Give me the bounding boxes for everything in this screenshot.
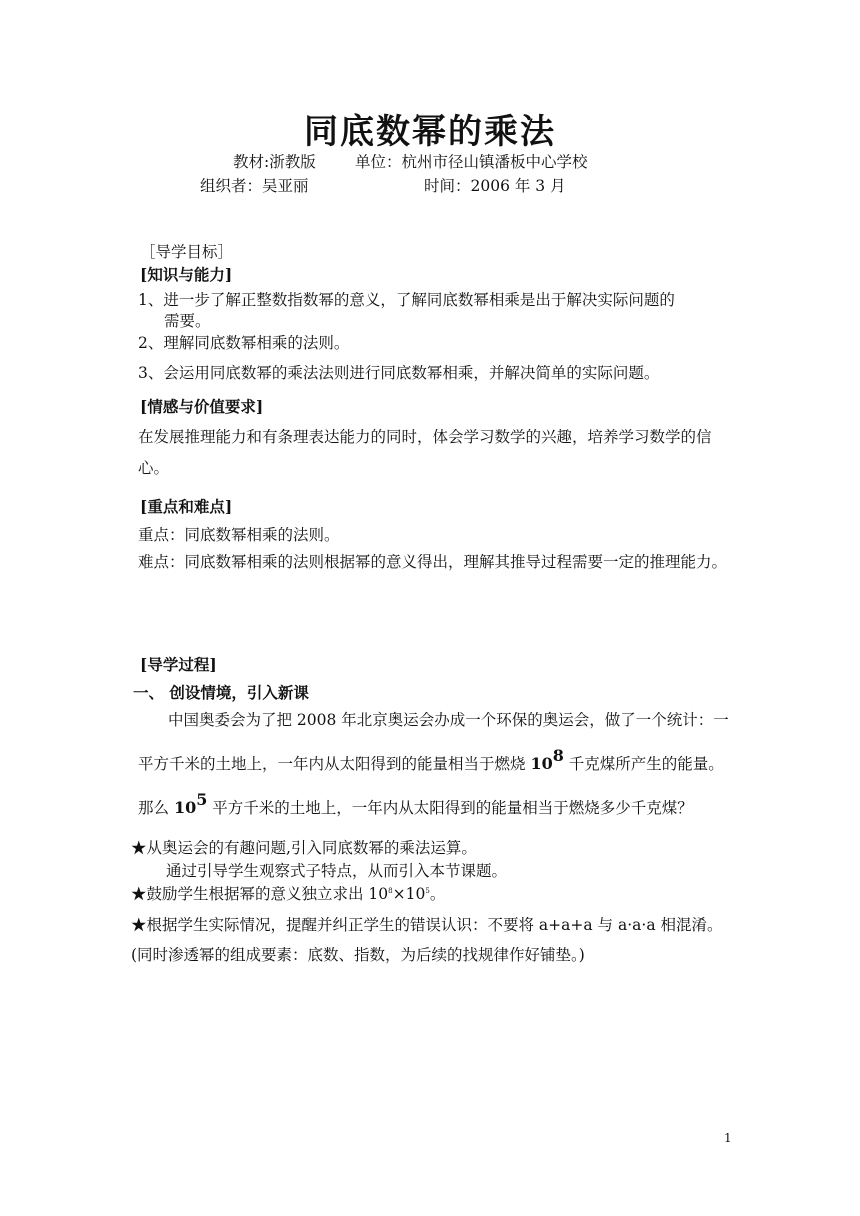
page-number: 1 — [724, 1131, 732, 1145]
meta-textbook: 教材:浙教版 — [233, 153, 316, 171]
intro-text-a: 中国奥委会为了把 2008 年北京奥运会办成一个环保的奥运会，做了一个统计：一平方千米的土地上，一年内从太阳得到的能量相当于燃烧 — [138, 711, 729, 773]
emotion-text: 在发展推理能力和有条理表达能力的同时，体会学习数学的兴趣，培养学习数学的信心。 — [138, 428, 712, 477]
star-item-3: ★根据学生实际情况，提醒并纠正学生的错误认识：不要将 a+a+a 与 a·a·a 相混淆。(同时渗透幂的组成要素：底数、指数，为后续的找规律作好铺垫。) — [131, 916, 723, 964]
goal-item-1: 1、进一步了解正整数指数幂的意义，了解同底数幂相乘是出于解决实际问题的 — [138, 291, 675, 309]
meta-time: 时间：2006 年 3 月 — [424, 177, 566, 195]
power-base-2: 10 — [173, 798, 197, 817]
star-2-end: 。 — [429, 885, 446, 903]
goal-item-1-cont: 需要。 — [164, 312, 211, 330]
star-item-1-sub: 通过引导学生观察式子特点，从而引入本节课题。 — [166, 862, 508, 880]
key-heading: [重点和难点] — [140, 497, 233, 516]
key-point: 重点：同底数幂相乘的法则。 — [138, 526, 340, 544]
power-exponent-2: 5 — [196, 790, 208, 809]
star-2-exponent-2: 5 — [425, 887, 430, 895]
power-exponent-1: 8 — [552, 746, 564, 765]
goal-item-3: 3、会运用同底数幂的乘法法则进行同底数幂相乘，并解决简单的实际问题。 — [138, 364, 660, 382]
knowledge-heading: [知识与能力] — [140, 265, 233, 284]
star-item-2 — [131, 882, 445, 904]
goal-item-2: 2、理解同底数幂相乘的法则。 — [138, 334, 350, 352]
star-2-text: ★鼓励学生根据幂的意义独立求出 10 — [131, 885, 389, 903]
emotion-heading: [情感与价值要求] — [140, 397, 264, 416]
meta-unit: 单位：杭州市径山镇潘板中心学校 — [355, 153, 588, 171]
power-base-1: 10 — [530, 754, 553, 773]
document-title: 同底数幂的乘法 — [304, 112, 556, 152]
goals-heading: ［导学目标］ — [140, 243, 234, 261]
difficulty-text: 难点：同底数幂相乘的法则根据幂的意义得出，理解其推导过程需要一定的推理能力。 — [138, 553, 728, 571]
intro-text-c: 平方千米的土地上，一年内从太阳得到的能量相当于燃烧多少千克煤？ — [207, 799, 693, 817]
star-2-times: ×10 — [392, 885, 426, 903]
process-heading: [导学过程] — [140, 655, 217, 674]
star-item-1: ★从奥运会的有趣问题,引入同底数幂的乘法运算。 — [131, 839, 477, 857]
star-2-exponent-1: 8 — [388, 887, 393, 895]
intro-paragraph — [138, 702, 732, 826]
meta-organizer: 组织者：吴亚丽 — [200, 177, 309, 195]
intro-text-b: 千克煤所产生的能量。那么 — [138, 755, 724, 817]
section-1-heading: 一、 创设情境，引入新课 — [133, 683, 309, 702]
